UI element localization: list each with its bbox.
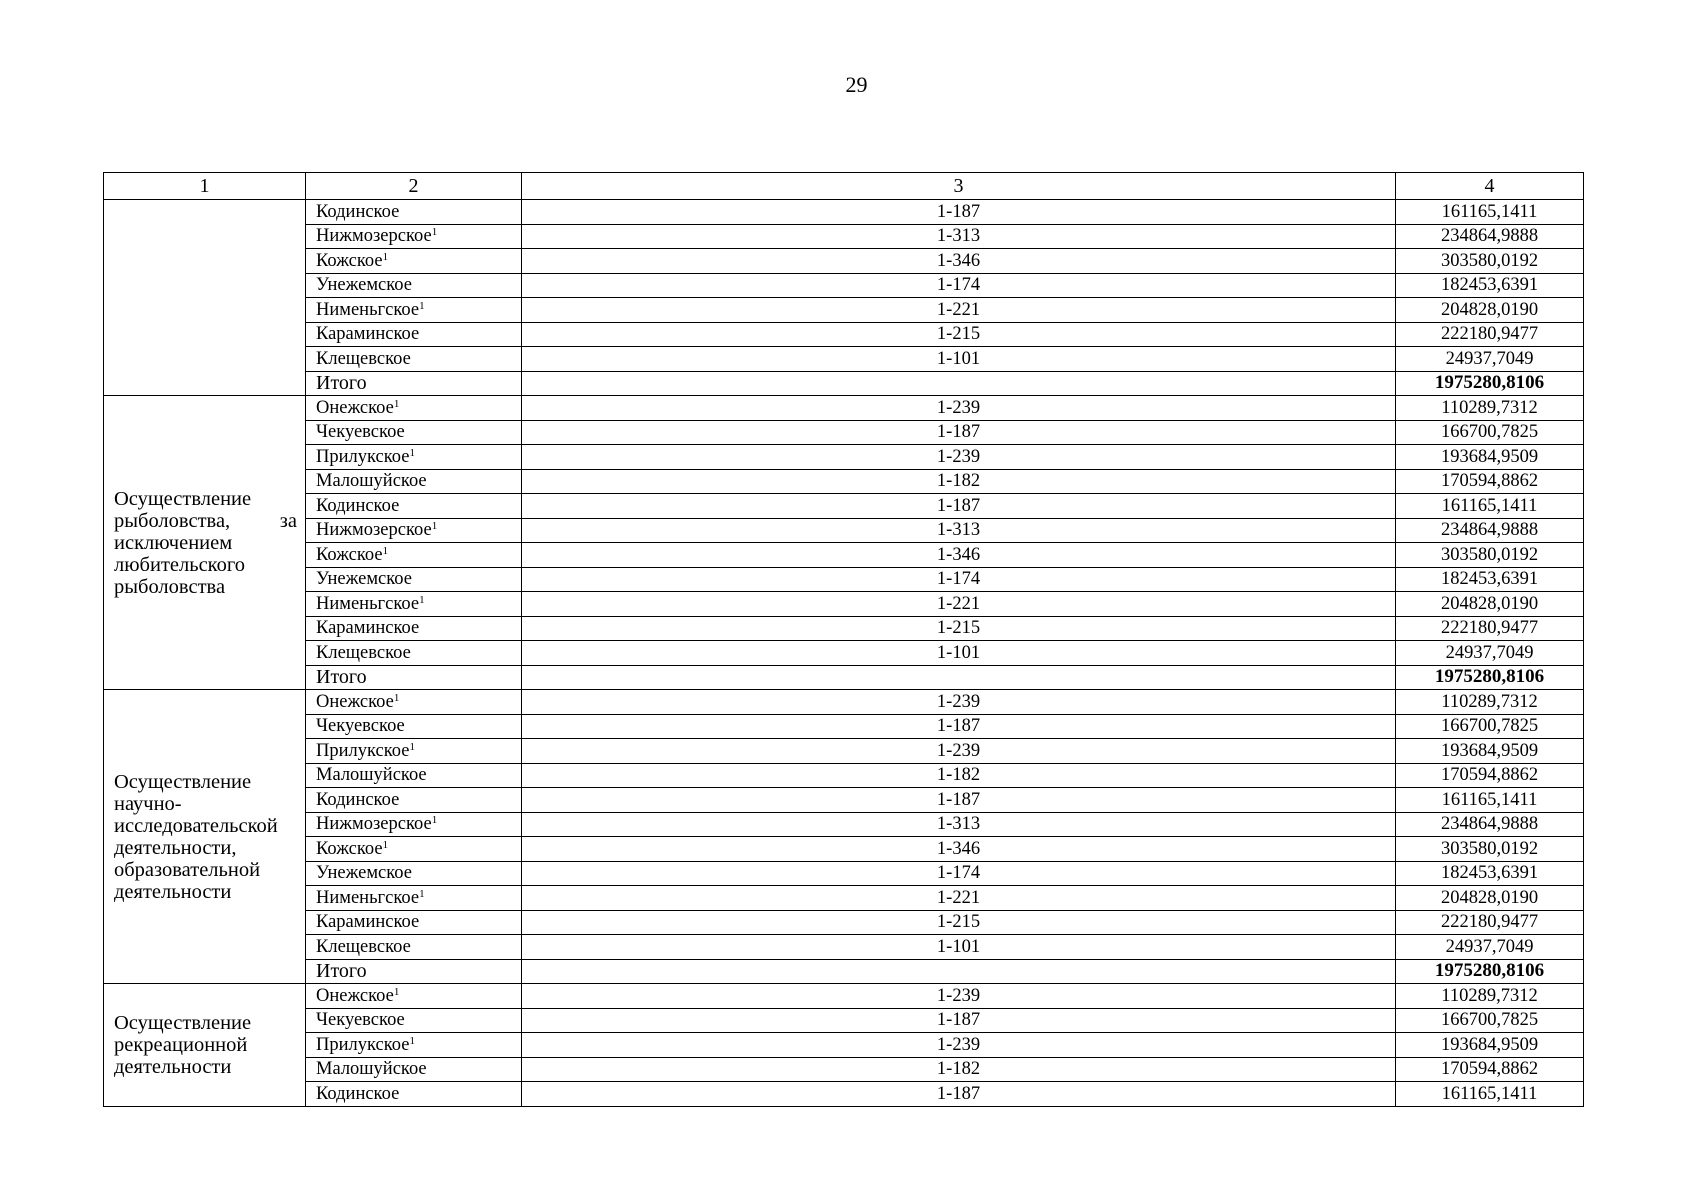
- table-row: [104, 861, 1584, 886]
- area-value-cell: 234864,9888: [1396, 518, 1584, 543]
- forestry-name-cell: [306, 249, 522, 274]
- area-value-cell: 166700,7825: [1396, 714, 1584, 739]
- area-value-cell: 303580,0192: [1396, 249, 1584, 274]
- area-value-cell: 303580,0192: [1396, 543, 1584, 568]
- page-number: 29: [845, 72, 868, 97]
- table-row: [104, 690, 1584, 715]
- forestry-name-cell: [306, 812, 522, 837]
- area-value-cell: 110289,7312: [1396, 984, 1584, 1009]
- area-value-cell: 166700,7825: [1396, 420, 1584, 445]
- column-header: 3: [522, 173, 1396, 200]
- quarter-code-cell: 1-346: [522, 249, 1396, 274]
- quarter-code-cell: 1-174: [522, 567, 1396, 592]
- activity-label: Осуществление рекреационной деятельности: [114, 1011, 252, 1078]
- forestry-name: Онежское: [316, 985, 394, 1006]
- area-value-cell: 161165,1411: [1396, 1082, 1584, 1107]
- table-row: [104, 469, 1584, 494]
- area-value-cell: 204828,0190: [1396, 592, 1584, 617]
- forestry-name-cell: [306, 910, 522, 935]
- table-row: [104, 200, 1584, 225]
- table-row: [104, 886, 1584, 911]
- forestry-name-cell: [306, 396, 522, 421]
- quarter-code-cell: 1-239: [522, 739, 1396, 764]
- forestry-name: Малошуйское: [316, 765, 427, 786]
- total-label: Итого: [306, 959, 522, 984]
- quarter-code-cell: 1-221: [522, 592, 1396, 617]
- activity-cell: [104, 396, 306, 690]
- quarter-code-cell: 1-221: [522, 298, 1396, 323]
- area-value-cell: 170594,8862: [1396, 469, 1584, 494]
- forestry-name: Нименьгское: [316, 299, 420, 320]
- quarter-code-cell: 1-346: [522, 837, 1396, 862]
- area-value-cell: 204828,0190: [1396, 298, 1584, 323]
- quarter-code-cell: 1-239: [522, 396, 1396, 421]
- forestry-name: Прилукское: [316, 446, 410, 467]
- table-row: [104, 812, 1584, 837]
- area-value-cell: 24937,7049: [1396, 641, 1584, 666]
- quarter-code-cell: 1-187: [522, 788, 1396, 813]
- forestry-name-cell: [306, 1082, 522, 1107]
- total-value: 1975280,8106: [1396, 665, 1584, 690]
- area-value-cell: 24937,7049: [1396, 347, 1584, 372]
- forestry-name-cell: [306, 837, 522, 862]
- table-row: [104, 714, 1584, 739]
- table-row: [104, 592, 1584, 617]
- area-value-cell: 222180,9477: [1396, 616, 1584, 641]
- forestry-name-cell: [306, 641, 522, 666]
- footnote-marker: 1: [382, 544, 389, 557]
- table-row: [104, 1082, 1584, 1107]
- forestry-name-cell: [306, 200, 522, 225]
- area-value-cell: 193684,9509: [1396, 445, 1584, 470]
- forestry-name-cell: [306, 690, 522, 715]
- total-empty-cell: [522, 371, 1396, 396]
- quarter-code-cell: 1-215: [522, 322, 1396, 347]
- forestry-name-cell: [306, 592, 522, 617]
- quarter-code-cell: 1-215: [522, 616, 1396, 641]
- table-row: [104, 641, 1584, 666]
- quarter-code-cell: 1-101: [522, 935, 1396, 960]
- table-row: [104, 322, 1584, 347]
- forestry-name-cell: [306, 935, 522, 960]
- forestry-name-cell: [306, 788, 522, 813]
- total-row: [104, 665, 1584, 690]
- forestry-name-cell: [306, 1033, 522, 1058]
- forestry-name: Кожское: [316, 544, 383, 565]
- quarter-code-cell: 1-215: [522, 910, 1396, 935]
- footnote-marker: 1: [393, 397, 400, 410]
- activity-cell: [104, 200, 306, 396]
- area-value-cell: 193684,9509: [1396, 739, 1584, 764]
- table-row: [104, 518, 1584, 543]
- area-value-cell: 170594,8862: [1396, 1057, 1584, 1082]
- quarter-code-cell: 1-187: [522, 200, 1396, 225]
- forestry-name: Прилукское: [316, 740, 410, 761]
- footnote-marker: 1: [409, 1034, 415, 1047]
- forestry-name-cell: [306, 1008, 522, 1033]
- table-row: [104, 935, 1584, 960]
- forestry-name: Чекуевское: [316, 422, 405, 443]
- table-row: [104, 420, 1584, 445]
- quarter-code-cell: 1-182: [522, 469, 1396, 494]
- total-row: [104, 371, 1584, 396]
- quarter-code-cell: 1-239: [522, 445, 1396, 470]
- area-value-cell: 234864,9888: [1396, 812, 1584, 837]
- forestry-name-cell: [306, 763, 522, 788]
- forestry-name: Кожское: [316, 838, 383, 859]
- area-value-cell: 204828,0190: [1396, 886, 1584, 911]
- forestry-name: Клещевское: [316, 642, 411, 663]
- forestry-name: Нижмозерское: [316, 226, 432, 247]
- forestry-name-cell: [306, 224, 522, 249]
- table-row: [104, 249, 1584, 274]
- forestry-name-cell: [306, 616, 522, 641]
- forestry-name-cell: [306, 347, 522, 372]
- forestry-name: Караминское: [316, 618, 420, 639]
- quarter-code-cell: 1-187: [522, 420, 1396, 445]
- area-value-cell: 161165,1411: [1396, 788, 1584, 813]
- quarter-code-cell: 1-101: [522, 641, 1396, 666]
- footnote-marker: 1: [431, 226, 438, 239]
- quarter-code-cell: 1-221: [522, 886, 1396, 911]
- quarter-code-cell: 1-187: [522, 714, 1396, 739]
- table-row: [104, 273, 1584, 298]
- table-header-row: [104, 173, 1584, 200]
- column-header: 2: [306, 173, 522, 200]
- forestry-name-cell: [306, 1057, 522, 1082]
- area-value-cell: 110289,7312: [1396, 396, 1584, 421]
- quarter-code-cell: 1-174: [522, 273, 1396, 298]
- table-row: [104, 494, 1584, 519]
- forestry-name: Кодинское: [316, 789, 400, 810]
- area-value-cell: 161165,1411: [1396, 200, 1584, 225]
- area-value-cell: 234864,9888: [1396, 224, 1584, 249]
- quarter-code-cell: 1-187: [522, 1082, 1396, 1107]
- forestry-name: Клещевское: [316, 936, 411, 957]
- area-value-cell: 193684,9509: [1396, 1033, 1584, 1058]
- quarter-code-cell: 1-187: [522, 494, 1396, 519]
- table-row: [104, 763, 1584, 788]
- quarter-code-cell: 1-313: [522, 812, 1396, 837]
- footnote-marker: 1: [409, 740, 415, 753]
- forestry-name-cell: [306, 494, 522, 519]
- table-row: [104, 347, 1584, 372]
- table-row: [104, 1057, 1584, 1082]
- total-row: [104, 959, 1584, 984]
- quarter-code-cell: 1-101: [522, 347, 1396, 372]
- forestry-name: Чекуевское: [316, 716, 405, 737]
- footnote-marker: 1: [419, 887, 425, 900]
- footnote-marker: 1: [419, 299, 425, 312]
- table-body: [104, 173, 1584, 1107]
- quarter-code-cell: 1-174: [522, 861, 1396, 886]
- forestry-name: Онежское: [316, 397, 394, 418]
- forestry-name: Нименьгское: [316, 593, 420, 614]
- table-row: [104, 1033, 1584, 1058]
- table-row: [104, 984, 1584, 1009]
- forestry-name: Кодинское: [316, 495, 400, 516]
- quarter-code-cell: 1-182: [522, 1057, 1396, 1082]
- forestry-name-cell: [306, 714, 522, 739]
- forestry-name-cell: [306, 543, 522, 568]
- footnote-marker: 1: [431, 520, 438, 533]
- footnote-marker: 1: [382, 838, 389, 851]
- quarter-code-cell: 1-346: [522, 543, 1396, 568]
- quarter-code-cell: 1-313: [522, 224, 1396, 249]
- table-row: [104, 567, 1584, 592]
- area-value-cell: 170594,8862: [1396, 763, 1584, 788]
- forestry-name: Онежское: [316, 691, 394, 712]
- area-value-cell: 222180,9477: [1396, 322, 1584, 347]
- table-row: [104, 1008, 1584, 1033]
- forestry-name-cell: [306, 420, 522, 445]
- forestry-name-cell: [306, 518, 522, 543]
- forestry-name: Прилукское: [316, 1034, 410, 1055]
- column-header: 1: [104, 173, 306, 200]
- forestry-name-cell: [306, 273, 522, 298]
- forestry-name: Караминское: [316, 912, 420, 933]
- area-value-cell: 161165,1411: [1396, 494, 1584, 519]
- table-row: [104, 445, 1584, 470]
- forestry-name-cell: [306, 567, 522, 592]
- forestry-name: Малошуйское: [316, 1059, 427, 1080]
- forestry-name: Клещевское: [316, 348, 411, 369]
- area-value-cell: 182453,6391: [1396, 273, 1584, 298]
- forestry-name-cell: [306, 469, 522, 494]
- forestry-table: [103, 172, 1584, 1107]
- total-empty-cell: [522, 665, 1396, 690]
- activity-label: Осуществление научно-исследовательской деятельности, образовательной деятельности: [114, 770, 278, 903]
- activity-cell: [104, 984, 306, 1107]
- footnote-marker: 1: [393, 691, 400, 704]
- table-row: [104, 788, 1584, 813]
- table-row: [104, 298, 1584, 323]
- forestry-name: Караминское: [316, 324, 420, 345]
- table-row: [104, 616, 1584, 641]
- quarter-code-cell: 1-187: [522, 1008, 1396, 1033]
- forestry-name-cell: [306, 739, 522, 764]
- total-empty-cell: [522, 959, 1396, 984]
- quarter-code-cell: 1-239: [522, 1033, 1396, 1058]
- footnote-marker: 1: [431, 814, 438, 827]
- table-row: [104, 543, 1584, 568]
- area-value-cell: 182453,6391: [1396, 861, 1584, 886]
- area-value-cell: 222180,9477: [1396, 910, 1584, 935]
- quarter-code-cell: 1-239: [522, 690, 1396, 715]
- forestry-name: Нижмозерское: [316, 520, 432, 541]
- forestry-name: Нижмозерское: [316, 814, 432, 835]
- table-row: [104, 396, 1584, 421]
- forestry-name: Чекуевское: [316, 1010, 405, 1031]
- footnote-marker: 1: [409, 446, 415, 459]
- quarter-code-cell: 1-313: [522, 518, 1396, 543]
- forestry-name: Малошуйское: [316, 471, 427, 492]
- total-label: Итого: [306, 665, 522, 690]
- area-value-cell: 166700,7825: [1396, 1008, 1584, 1033]
- quarter-code-cell: 1-239: [522, 984, 1396, 1009]
- area-value-cell: 110289,7312: [1396, 690, 1584, 715]
- footnote-marker: 1: [419, 593, 425, 606]
- forestry-name-cell: [306, 984, 522, 1009]
- total-value: 1975280,8106: [1396, 371, 1584, 396]
- area-value-cell: 303580,0192: [1396, 837, 1584, 862]
- area-value-cell: 24937,7049: [1396, 935, 1584, 960]
- footnote-marker: 1: [382, 250, 389, 263]
- forestry-name: Кожское: [316, 250, 383, 271]
- activity-label: Осуществление рыболовства, за исключением любительского рыболовства: [114, 487, 297, 598]
- forestry-name: Кодинское: [316, 201, 400, 222]
- activity-cell: [104, 690, 306, 984]
- forestry-name: Кодинское: [316, 1083, 400, 1104]
- forestry-name-cell: [306, 861, 522, 886]
- column-header: 4: [1396, 173, 1584, 200]
- total-label: Итого: [306, 371, 522, 396]
- table-row: [104, 837, 1584, 862]
- forestry-name: Унежемское: [316, 275, 412, 296]
- footnote-marker: 1: [393, 985, 400, 998]
- table-row: [104, 910, 1584, 935]
- forestry-name: Унежемское: [316, 863, 412, 884]
- forestry-name-cell: [306, 445, 522, 470]
- forestry-name: Нименьгское: [316, 887, 420, 908]
- table-row: [104, 224, 1584, 249]
- total-value: 1975280,8106: [1396, 959, 1584, 984]
- forestry-name-cell: [306, 886, 522, 911]
- forestry-name: Унежемское: [316, 569, 412, 590]
- quarter-code-cell: 1-182: [522, 763, 1396, 788]
- area-value-cell: 182453,6391: [1396, 567, 1584, 592]
- forestry-name-cell: [306, 298, 522, 323]
- forestry-name-cell: [306, 322, 522, 347]
- table-row: [104, 739, 1584, 764]
